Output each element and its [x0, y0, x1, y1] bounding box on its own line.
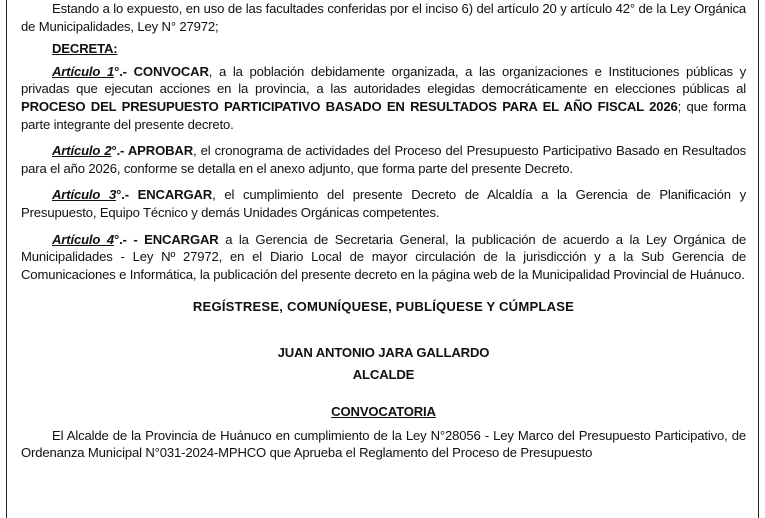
article-1-suffix: °.- [114, 63, 134, 79]
convocatoria-heading: CONVOCATORIA [331, 404, 436, 420]
article-1-bold-text: PROCESO DEL PRESUPUESTO PARTICIPATIVO BASADO EN RESULTADOS PARA EL AÑO FISCAL 2026 [21, 98, 678, 114]
article-3-text: , el cumplimiento del presente Decreto de Alcaldía a la Gerencia de Planificación y Presupuesto, Equipo Técnico y demás Unidades Orgánicas competentes. [21, 187, 747, 220]
article-1-tail: ; que forma parte integrante del presente decreto. [21, 98, 746, 132]
article-2 [21, 142, 746, 177]
article-3-suffix: °.- [116, 187, 138, 203]
article-3 [21, 186, 746, 221]
article-4-label: Artículo 4 [52, 231, 114, 247]
article-4-suffix: °.- - [113, 231, 145, 247]
article-3-verb: ENCARGAR [137, 187, 213, 203]
article-3-label: Artículo 3 [52, 187, 117, 203]
closing-formula: REGÍSTRESE, COMUNÍQUESE, PUBLÍQUESE Y CÚMPLASE [192, 299, 575, 315]
convocatoria-paragraph: El Alcalde de la Provincia de Huánuco en cumplimiento de la Ley N°28056 - Ley Marco del Presupuesto Participativo, de Ordenanza Municipal N°031-2024-MPHCO que Aprueba el Reglamento del Proceso de Presupuesto [21, 427, 746, 461]
decreta-label: DECRETA: [52, 41, 118, 57]
article-2-verb: APROBAR [127, 143, 194, 159]
article-2-suffix: °.- [111, 143, 128, 159]
signatory-title: ALCALDE [352, 366, 415, 382]
article-4-text: a la Gerencia de Secretaria General, la publicación de acuerdo a la Ley Orgánica de Municipalidades - Ley Nº 27972, en el Diario Local de mayor circulación de la jurisdicción y a la Sub Gerencia de Comunicaciones e Informática, la publicación del presente decreto en la página web de la Municipalidad Provincial de Huánuco. [21, 231, 746, 282]
article-1-label: Artículo 1 [52, 63, 115, 79]
article-1 [21, 63, 746, 133]
intro-paragraph: Estando a lo expuesto, en uso de las facultades conferidas por el inciso 6) del artículo 20 y artículo 42° de la Ley Orgánica de Municipalidades, Ley N° 27972; [21, 1, 746, 34]
article-2-label: Artículo 2 [52, 143, 112, 159]
article-4 [21, 231, 746, 284]
document-content [21, 0, 746, 462]
article-2-text: , el cronograma de actividades del Proceso del Presupuesto Participativo Basado en Resultados para el año 2026, conforme se detalla en el anexo adjunto, que forma parte del presente Decreto. [21, 143, 746, 176]
article-1-verb: CONVOCAR [133, 63, 209, 79]
signatory-name: JUAN ANTONIO JARA GALLARDO [277, 344, 490, 360]
article-1-text: , a la población debidamente organizada, a las organizaciones e Instituciones públicas y privadas que ejecutan acciones en la provincia, a las autoridades elegidas democráticamente en elecciones públicas al [21, 63, 746, 97]
decreta-heading [21, 40, 746, 58]
document-page [6, 0, 759, 518]
article-4-verb: ENCARGAR [144, 231, 219, 247]
